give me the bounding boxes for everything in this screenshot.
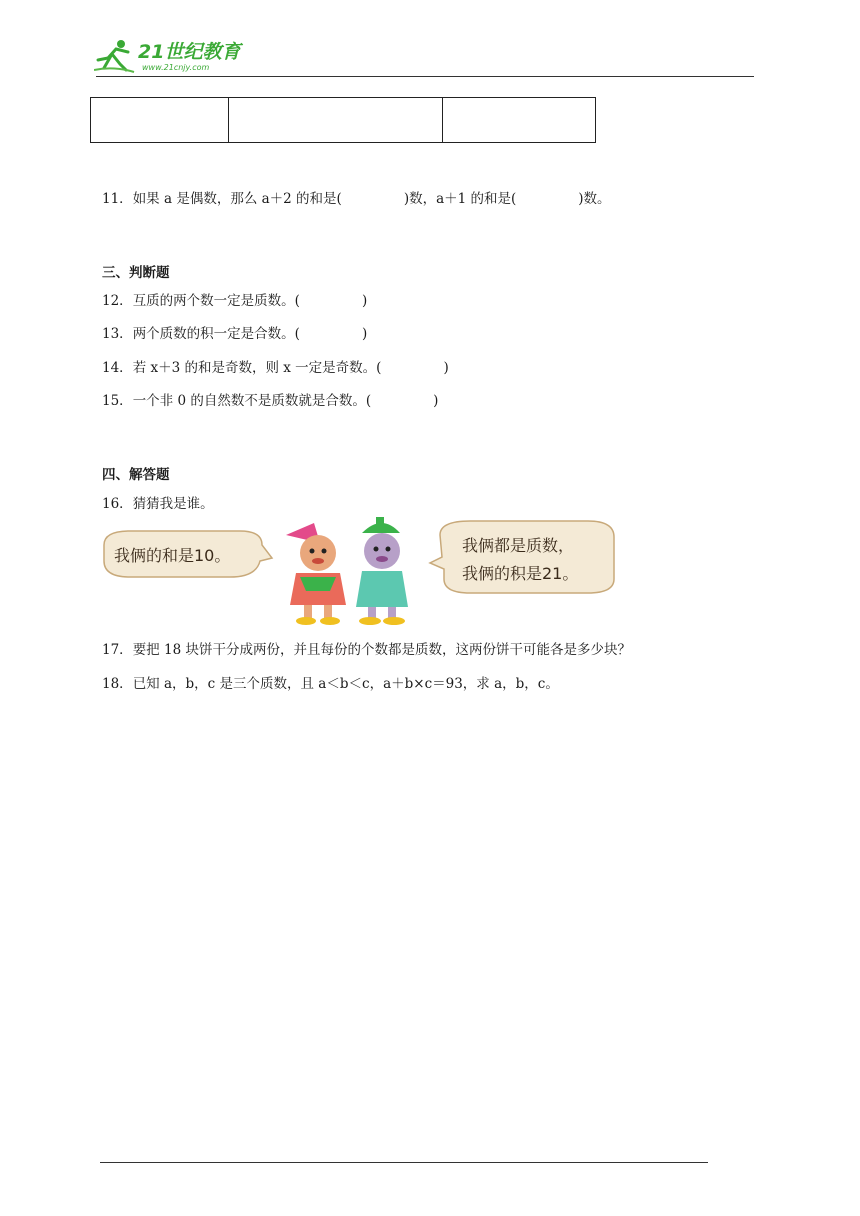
question-number: 16． [102, 496, 133, 512]
header-rule [96, 76, 754, 77]
logo-main-text: 21世纪教育 [138, 41, 241, 63]
question-text: )数。 [578, 191, 611, 207]
question-number: 11． [102, 191, 133, 207]
question-12 [102, 289, 367, 309]
question-text: )数，a＋1 的和是( [403, 191, 517, 207]
section-title: 三、判断题 [102, 265, 170, 281]
answer-table [90, 97, 596, 143]
question-text: 互质的两个数一定是质数。( [132, 293, 300, 309]
question-14 [102, 356, 449, 376]
question-text: 一个非 0 的自然数不是质数就是合数。( [132, 393, 372, 409]
answer-cell [443, 98, 596, 143]
question-18 [102, 672, 559, 692]
question-text: 要把 18 块饼干分成两份，并且每份的个数都是质数，这两份饼干可能各是多少块？ [132, 642, 631, 658]
question-number: 13． [102, 326, 133, 342]
question-text: 猜猜我是谁。 [132, 496, 214, 512]
site-logo [94, 36, 264, 76]
question-text: 已知 a，b，c 是三个质数，且 a＜b＜c，a＋b×c＝93，求 a，b，c。 [132, 676, 559, 692]
question-text: 如果 a 是偶数，那么 a＋2 的和是( [132, 191, 342, 207]
question-text: 两个质数的积一定是合数。( [132, 326, 300, 342]
question-text: 若 x＋3 的和是奇数，则 x 一定是奇数。( [132, 360, 382, 376]
question-17 [102, 638, 631, 658]
speech-bubble-left [104, 531, 272, 577]
paren-close: ) [361, 326, 368, 342]
question-number: 12． [102, 293, 133, 309]
bubble-right-line2: 我俩的积是21。 [462, 564, 579, 583]
paren-close: ) [433, 393, 439, 409]
answer-cell [229, 98, 443, 143]
runner-icon [94, 40, 134, 72]
paren-close: ) [443, 360, 449, 376]
question-11 [102, 187, 611, 207]
question-number: 17． [102, 642, 133, 658]
section-title: 四、解答题 [102, 467, 170, 483]
question-number: 18． [102, 676, 133, 692]
bubble-right-line1: 我俩都是质数， [462, 536, 575, 555]
footer-rule [100, 1162, 708, 1163]
question-15 [102, 389, 438, 409]
question-13 [102, 322, 367, 342]
logo-url-text: www.21cnjy.com [142, 63, 210, 72]
speech-bubble-right [430, 521, 614, 593]
bubble-left-text: 我俩的和是10。 [114, 546, 231, 565]
paren-close: ) [361, 293, 368, 309]
elves-illustration [100, 513, 620, 628]
question-16 [102, 492, 214, 512]
answer-cell [91, 98, 229, 143]
question-number: 15． [102, 393, 133, 409]
elf-left-icon [286, 523, 346, 625]
elf-right-icon [356, 517, 408, 625]
question-number: 14． [102, 360, 133, 376]
